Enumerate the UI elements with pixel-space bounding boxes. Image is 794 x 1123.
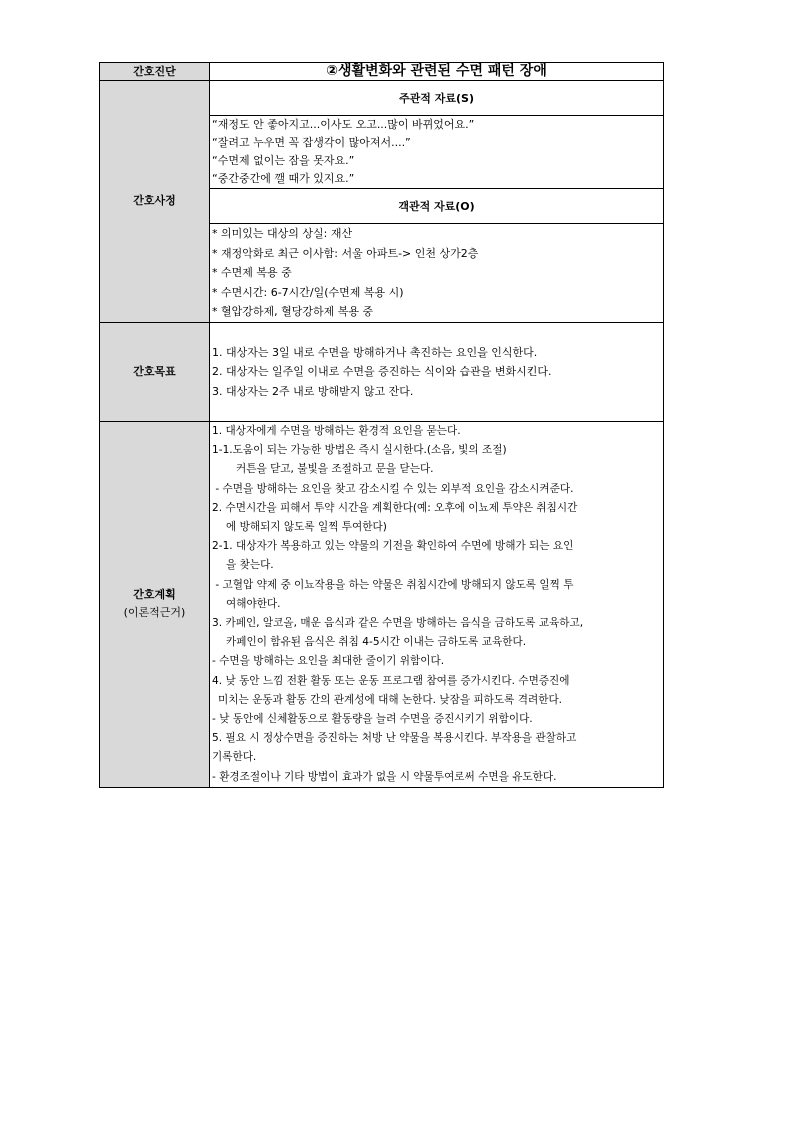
plan-line: - 낮 동안에 신체활동으로 활동량을 늘려 수면을 증진시키기 위함이다. xyxy=(212,713,533,726)
objective-item: * 재정악화로 최근 이사함: 서울 아파트-> 인천 상가2층 xyxy=(212,246,479,260)
subjective-header: 주관적 자료(S) xyxy=(210,81,664,116)
plan-line: 에 방해되지 않도록 일찍 투여한다) xyxy=(226,520,387,533)
objective-header: 객관적 자료(O) xyxy=(210,189,664,224)
plan-line: 카페인이 함유된 음식은 취침 4-5시간 이내는 금하도록 교육한다. xyxy=(226,636,527,649)
plan-label-main: 간호계획 xyxy=(133,588,176,602)
diagnosis-row xyxy=(100,63,664,81)
plan-line: - 수면을 방해하는 요인을 최대한 줄이기 위함이다. xyxy=(212,655,445,668)
diagnosis-label: 간호진단 xyxy=(100,63,210,81)
plan-label xyxy=(100,421,210,787)
plan-line: 1. 대상자에게 수면을 방해하는 환경적 요인을 묻는다. xyxy=(212,424,461,437)
diagnosis-title: ②생활변화와 관련된 수면 패턴 장애 xyxy=(210,63,664,81)
plan-line: 2. 수면시간을 피해서 투약 시간을 계획한다(예: 오후에 이뇨제 투약은 취침시간 xyxy=(212,501,578,514)
plan-line: 미치는 운동과 활동 간의 관계성에 대해 논한다. 낮잠을 피하도록 격려한다. xyxy=(218,693,563,706)
assessment-subjective-header-row xyxy=(100,81,664,116)
plan-line: 3. 카페인, 알코올, 매운 음식과 같은 수면을 방해하는 음식을 금하도록 교육하고, xyxy=(212,617,584,629)
plan-line: 1-1.도움이 되는 가능한 방법은 즉시 실시한다.(소음, 빛의 조절) xyxy=(212,444,507,457)
objective-item: * 수면제 복용 중 xyxy=(212,266,292,280)
goal-item: 1. 대상자는 3일 내로 수면을 방해하거나 촉진하는 요인을 인식한다. xyxy=(212,346,538,360)
objective-item: * 의미있는 대상의 상실: 재산 xyxy=(212,227,353,240)
subjective-quote: “재정도 안 좋아지고...이사도 오고...많이 바뀌었어요.” xyxy=(212,118,475,131)
nursing-care-plan-table xyxy=(99,62,664,788)
plan-line: 4. 낮 동안 느낌 전환 활동 또는 운동 프로그램 참여를 증가시킨다. 수면증진에 xyxy=(212,674,570,687)
subjective-data-cell xyxy=(210,116,664,189)
plan-cell xyxy=(210,421,664,787)
plan-line: 2-1. 대상자가 복용하고 있는 약물의 기전을 확인하여 수면에 방해가 되는 요인 xyxy=(212,540,574,553)
plan-line: 5. 필요 시 정상수면을 증진하는 처방 난 약물을 복용시킨다. 부작용을 관찰하고 xyxy=(212,732,577,745)
objective-item: * 혈압강하제, 혈당강하제 복용 중 xyxy=(212,305,374,319)
plan-label-sub: (이론적근거) xyxy=(123,606,186,620)
subjective-quote: “잘려고 누우면 꼭 잡생각이 많아져서....” xyxy=(212,136,411,149)
plan-line: 여해야한다. xyxy=(226,597,281,610)
plan-line: 을 찾는다. xyxy=(226,559,274,572)
assessment-label: 간호사정 xyxy=(100,81,210,323)
plan-line: 커튼을 닫고, 불빛을 조절하고 문을 닫는다. xyxy=(236,463,434,476)
goal-item: 2. 대상자는 일주일 이내로 수면을 증진하는 식이와 습관을 변화시킨다. xyxy=(212,365,552,379)
goals-label: 간호목표 xyxy=(100,322,210,421)
subjective-quote: “중간중간에 깰 때가 있지요.” xyxy=(212,172,355,185)
subjective-quote: “수면제 없이는 잠을 못자요.” xyxy=(212,154,355,167)
plan-line: - 고혈압 약제 중 이뇨작용을 하는 약물은 취침시간에 방해되지 않도록 일찍 투 xyxy=(212,578,574,591)
plan-line: 기록한다. xyxy=(212,751,257,764)
plan-line: - 환경조절이나 기타 방법이 효과가 없을 시 약물투여로써 수면을 유도한다. xyxy=(212,770,557,783)
plan-line: - 수면을 방해하는 요인을 찾고 감소시킬 수 있는 외부적 요인을 감소시켜준다. xyxy=(212,482,574,495)
objective-item: * 수면시간: 6-7시간/일(수면제 복용 시) xyxy=(212,285,404,299)
goals-cell xyxy=(210,322,664,421)
plan-row xyxy=(100,421,664,787)
goal-item: 3. 대상자는 2주 내로 방해받지 않고 잔다. xyxy=(212,384,414,398)
objective-data-cell xyxy=(210,224,664,323)
goals-row xyxy=(100,322,664,421)
